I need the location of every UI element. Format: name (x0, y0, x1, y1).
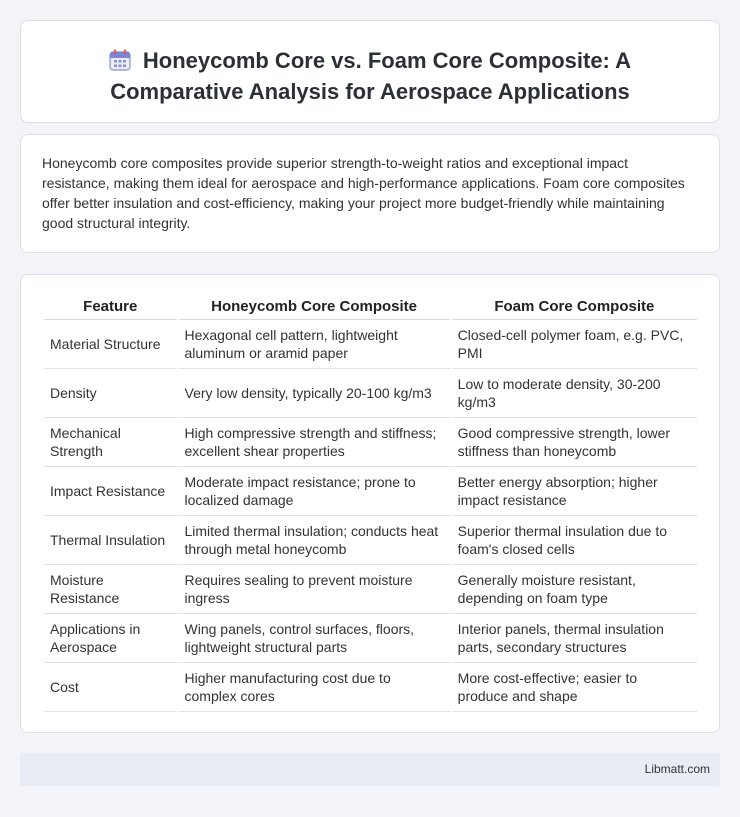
foam-cell: More cost-effective; easier to produce and shape (452, 663, 697, 712)
table-row (44, 418, 697, 467)
feature-cell: Moisture Resistance (44, 565, 177, 614)
honeycomb-cell: Wing panels, control surfaces, floors, lightweight structural parts (179, 614, 450, 663)
footer-brand-link[interactable]: Libmatt.com (644, 762, 710, 776)
feature-cell: Impact Resistance (44, 467, 177, 516)
honeycomb-cell: Moderate impact resistance; prone to localized damage (179, 467, 450, 516)
foam-cell: Good compressive strength, lower stiffness than honeycomb (452, 418, 697, 467)
column-header: Honeycomb Core Composite (179, 295, 450, 320)
page-title-text: Honeycomb Core vs. Foam Core Composite: A Comparative Analysis for Aerospace Applications (110, 48, 632, 104)
feature-cell: Cost (44, 663, 177, 712)
column-header: Foam Core Composite (452, 295, 697, 320)
calendar-icon (109, 49, 131, 78)
comparison-table-card (20, 274, 720, 733)
table-row (44, 467, 697, 516)
title-card (20, 20, 720, 123)
table-row (44, 614, 697, 663)
feature-cell: Applications in Aerospace (44, 614, 177, 663)
honeycomb-cell: Hexagonal cell pattern, lightweight aluminum or aramid paper (179, 320, 450, 369)
honeycomb-cell: Higher manufacturing cost due to complex cores (179, 663, 450, 712)
foam-cell: Closed-cell polymer foam, e.g. PVC, PMI (452, 320, 697, 369)
feature-cell: Thermal Insulation (44, 516, 177, 565)
page-title (21, 47, 719, 106)
foam-cell: Generally moisture resistant, depending on foam type (452, 565, 697, 614)
honeycomb-cell: Requires sealing to prevent moisture ingress (179, 565, 450, 614)
honeycomb-cell: Very low density, typically 20-100 kg/m3 (179, 369, 450, 418)
foam-cell: Better energy absorption; higher impact resistance (452, 467, 697, 516)
column-header: Feature (44, 295, 177, 320)
honeycomb-cell: Limited thermal insulation; conducts heat through metal honeycomb (179, 516, 450, 565)
table-row (44, 516, 697, 565)
feature-cell: Material Structure (44, 320, 177, 369)
footer-bar (20, 753, 720, 786)
foam-cell: Interior panels, thermal insulation parts, secondary structures (452, 614, 697, 663)
table-row (44, 320, 697, 369)
summary-text: Honeycomb core composites provide superior strength-to-weight ratios and exceptional impact resistance, making them ideal for aerospace and high-performance applications. Foam core composites offer better insulation and cost-efficiency, making your project more budget-friendly while maintaining good structural integrity. (42, 155, 685, 231)
table-header-row (44, 295, 697, 320)
table-row (44, 663, 697, 712)
foam-cell: Low to moderate density, 30-200 kg/m3 (452, 369, 697, 418)
honeycomb-cell: High compressive strength and stiffness; excellent shear properties (179, 418, 450, 467)
feature-cell: Density (44, 369, 177, 418)
table-row (44, 369, 697, 418)
foam-cell: Superior thermal insulation due to foam's closed cells (452, 516, 697, 565)
feature-cell: Mechanical Strength (44, 418, 177, 467)
summary-card (20, 134, 720, 253)
comparison-table (42, 295, 699, 712)
table-row (44, 565, 697, 614)
